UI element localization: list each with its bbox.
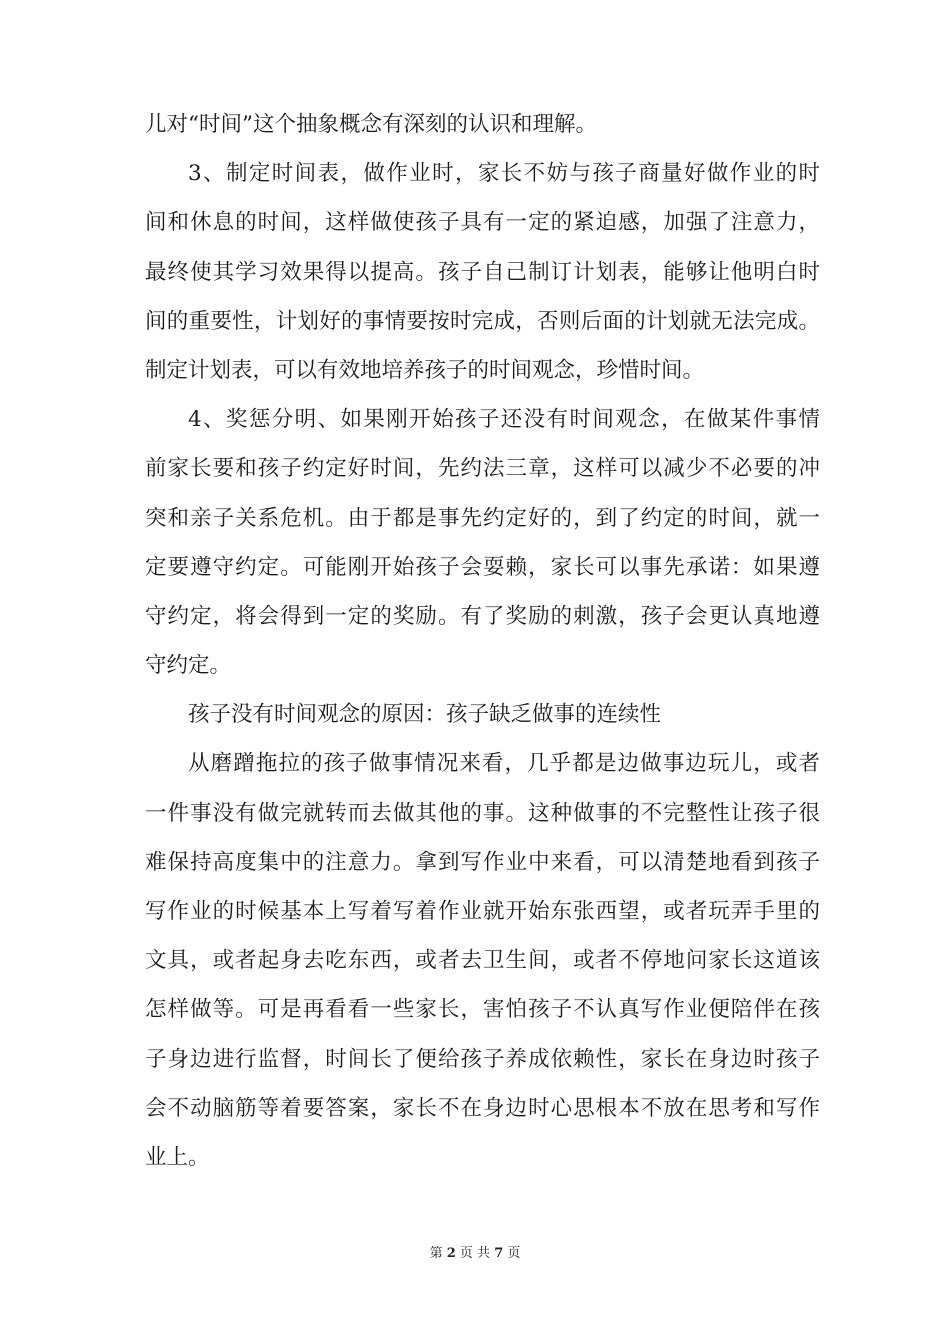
body-text <box>145 100 820 1182</box>
text-line: 间的重要性，计划好的事情要按时完成，否则后面的计划就无法完成。 <box>145 308 820 334</box>
footer-prefix: 第 <box>429 1246 443 1261</box>
text-line: 定要遵守约定。可能刚开始孩子会耍赖，家长可以事先承诺：如果遵 <box>145 554 820 580</box>
text-line: 从磨蹭拖拉的孩子做事情况来看，几乎都是边做事边玩儿，或者 <box>188 751 820 777</box>
text-line: 突和亲子关系危机。由于都是事先约定好的，到了约定的时间，就一 <box>145 505 820 531</box>
text-line: 难保持高度集中的注意力。拿到写作业中来看，可以清楚地看到孩子 <box>145 849 820 875</box>
text-line: 写作业的时候基本上写着写着作业就开始东张西望，或者玩弄手里的 <box>145 899 820 924</box>
text-line: 守约定。 <box>145 653 232 679</box>
text-line: 文具，或者起身去吃东西，或者去卫生间，或者不停地问家长这道该 <box>145 948 820 974</box>
text-line: 间和休息的时间，这样做使孩子具有一定的紧迫感，加强了注意力， <box>145 210 820 236</box>
text-line: 最终使其学习效果得以提高。孩子自己制订计划表，能够让他明白时 <box>145 259 820 285</box>
section-heading: 孩子没有时间观念的原因：孩子缺乏做事的连续性 <box>188 702 662 728</box>
text-line: 会不动脑筋等着要答案，家长不在身边时心思根本不放在思考和写作 <box>145 1095 820 1121</box>
current-page-number: 2 <box>446 1246 456 1261</box>
text-line: 怎样做等。可是再看看一些家长，害怕孩子不认真写作业便陪伴在孩 <box>145 997 820 1023</box>
text-line: 一件事没有做完就转而去做其他的事。这种做事的不完整性让孩子很 <box>145 800 820 826</box>
text-line: 制定计划表，可以有效地培养孩子的时间观念，珍惜时间。 <box>145 357 705 383</box>
total-page-count: 7 <box>494 1246 504 1261</box>
footer-middle: 页 共 <box>459 1246 491 1261</box>
text-line: 4、奖惩分明、如果刚开始孩子还没有时间观念，在做某件事情 <box>188 407 820 433</box>
text-line: 儿对“时间”这个抽象概念有深刻的认识和理解。 <box>145 112 597 137</box>
footer-suffix: 页 <box>507 1246 521 1261</box>
text-line: 前家长要和孩子约定好时间，先约法三章，这样可以减少不必要的冲 <box>145 456 820 482</box>
page-footer <box>0 1244 950 1264</box>
text-line: 3、制定时间表，做作业时，家长不妨与孩子商量好做作业的时 <box>188 161 820 187</box>
text-line: 业上。 <box>145 1144 210 1170</box>
text-line: 守约定，将会得到一定的奖励。有了奖励的刺激，孩子会更认真地遵 <box>145 603 820 629</box>
text-line: 子身边进行监督，时间长了便给孩子养成依赖性，家长在身边时孩子 <box>145 1046 820 1072</box>
